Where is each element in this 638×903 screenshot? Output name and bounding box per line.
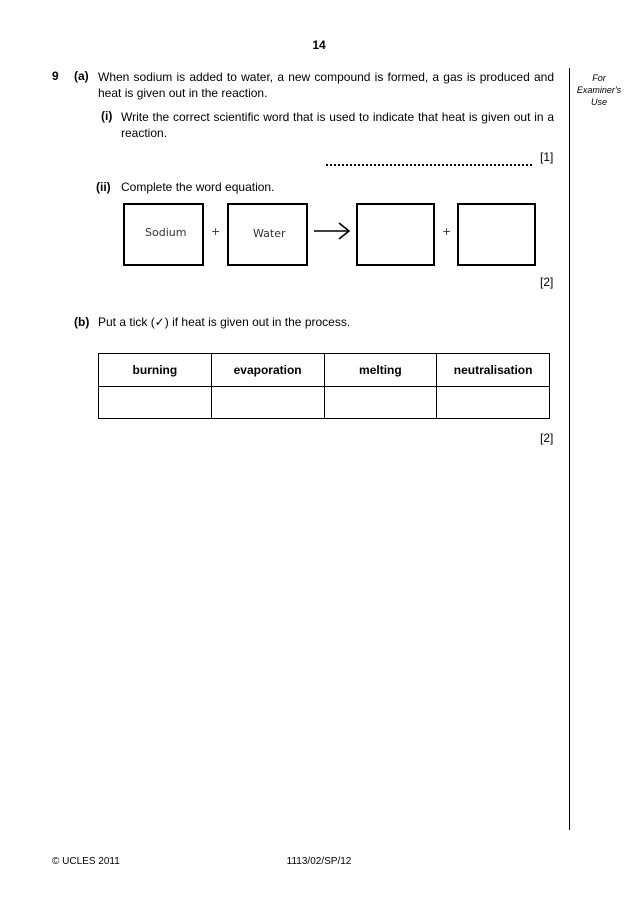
answer-row xyxy=(99,387,550,419)
part-b-text: Put a tick (✓) if heat is given out in the process. xyxy=(98,315,351,329)
examiner-note-line-3: Use xyxy=(590,97,607,107)
table-header-row xyxy=(99,354,550,387)
header-melting: melting xyxy=(324,354,437,387)
sub-i-text: Write the correct scientific word that is used to indicate that heat is given out in a reaction. xyxy=(121,110,554,140)
examiner-note-line-1: For xyxy=(592,73,606,83)
product-box-1[interactable] xyxy=(356,203,435,266)
sodium-label: Sodium xyxy=(145,226,187,239)
product-box-2[interactable] xyxy=(457,203,536,266)
page-number: 14 xyxy=(312,38,326,52)
sub-i-marks: [1] xyxy=(540,150,554,164)
sub-ii-marks: [2] xyxy=(540,275,554,289)
sub-i-label: (i) xyxy=(101,109,113,123)
tick-cell-evaporation[interactable] xyxy=(211,387,324,419)
footer-copyright: © UCLES 2011 xyxy=(52,856,120,867)
question-number: 9 xyxy=(52,69,59,83)
header-neutralisation: neutralisation xyxy=(437,354,550,387)
sub-ii-text: Complete the word equation. xyxy=(121,180,275,194)
footer-code: 1113/02/SP/12 xyxy=(286,856,352,867)
water-box xyxy=(227,203,308,266)
part-a-label: (a) xyxy=(74,69,89,83)
part-b-marks: [2] xyxy=(540,431,554,445)
part-b-label: (b) xyxy=(74,315,90,329)
header-burning: burning xyxy=(99,354,212,387)
tick-table xyxy=(98,353,550,419)
answer-line[interactable] xyxy=(326,150,532,166)
sodium-box xyxy=(123,203,204,266)
sub-ii-label: (ii) xyxy=(96,180,111,194)
examiner-note-line-2: Examiner's xyxy=(576,85,622,95)
tick-cell-burning[interactable] xyxy=(99,387,212,419)
margin-line xyxy=(569,68,570,830)
reaction-arrow xyxy=(312,220,352,245)
tick-cell-neutralisation[interactable] xyxy=(437,387,550,419)
plus-sign-2: + xyxy=(442,225,452,238)
plus-sign-1: + xyxy=(211,225,221,238)
header-evaporation: evaporation xyxy=(211,354,324,387)
part-a-text: When sodium is added to water, a new compound is formed, a gas is produced and heat is given out in the reaction. xyxy=(98,70,554,100)
examiner-use-note xyxy=(571,72,627,108)
tick-cell-melting[interactable] xyxy=(324,387,437,419)
water-label: Water xyxy=(253,227,286,240)
